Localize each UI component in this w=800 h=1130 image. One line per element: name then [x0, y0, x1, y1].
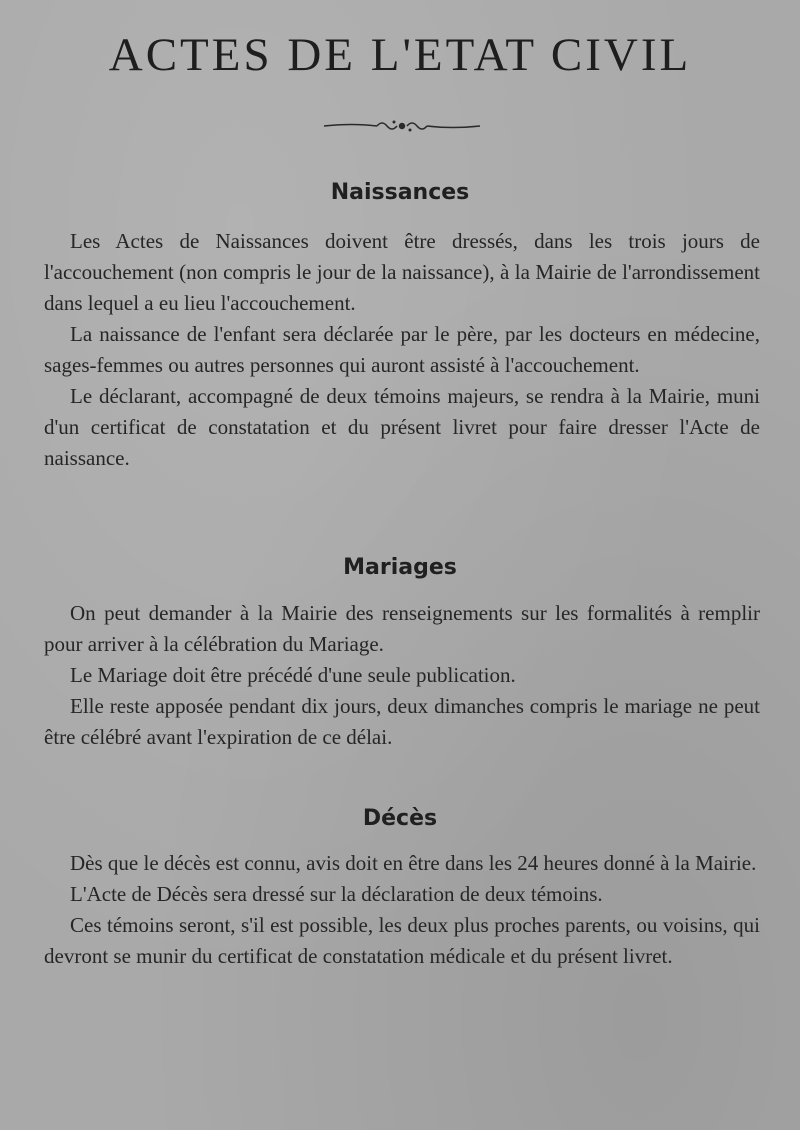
section-heading-deces: Décès	[362, 806, 438, 831]
section-body-deces	[44, 848, 760, 972]
paragraph: Elle reste apposée pendant dix jours, deux dimanches compris le mariage ne peut être célébré avant l'expiration de ce délai.	[44, 694, 760, 749]
section-body-naissances	[44, 226, 760, 474]
paragraph: La naissance de l'enfant sera déclarée par le père, par les docteurs en médecine, sages-femmes ou autres personnes qui auront assisté à l'accouchement.	[44, 322, 760, 377]
ornament-divider-icon	[322, 116, 482, 136]
section-body-mariages	[44, 598, 760, 753]
page-title: ACTES DE L'ETAT CIVIL	[108, 29, 692, 81]
paragraph: Le Mariage doit être précédé d'une seule publication.	[70, 663, 516, 687]
section-heading-naissances: Naissances	[330, 180, 470, 205]
paragraph: L'Acte de Décès sera dressé sur la déclaration de deux témoins.	[70, 882, 603, 906]
paragraph: Dès que le décès est connu, avis doit en être dans les 24 heures donné à la Mairie.	[70, 851, 757, 875]
paragraph: Les Actes de Naissances doivent être dressés, dans les trois jours de l'accouchement (non compris le jour de la naissance), à la Mairie de l'arrondissement dans lequel a eu lieu l'accouchement.	[44, 229, 760, 315]
section-heading-mariages: Mariages	[343, 555, 457, 580]
paragraph: Le déclarant, accompagné de deux témoins majeurs, se rendra à la Mairie, muni d'un certificat de constatation et du présent livret pour faire dresser l'Acte de naissance.	[44, 384, 760, 470]
paragraph: Ces témoins seront, s'il est possible, les deux plus proches parents, ou voisins, qui devront se munir du certificat de constatation médicale et du présent livret.	[44, 913, 760, 968]
paragraph: On peut demander à la Mairie des renseignements sur les formalités à remplir pour arriver à la célébration du Mariage.	[44, 601, 760, 656]
